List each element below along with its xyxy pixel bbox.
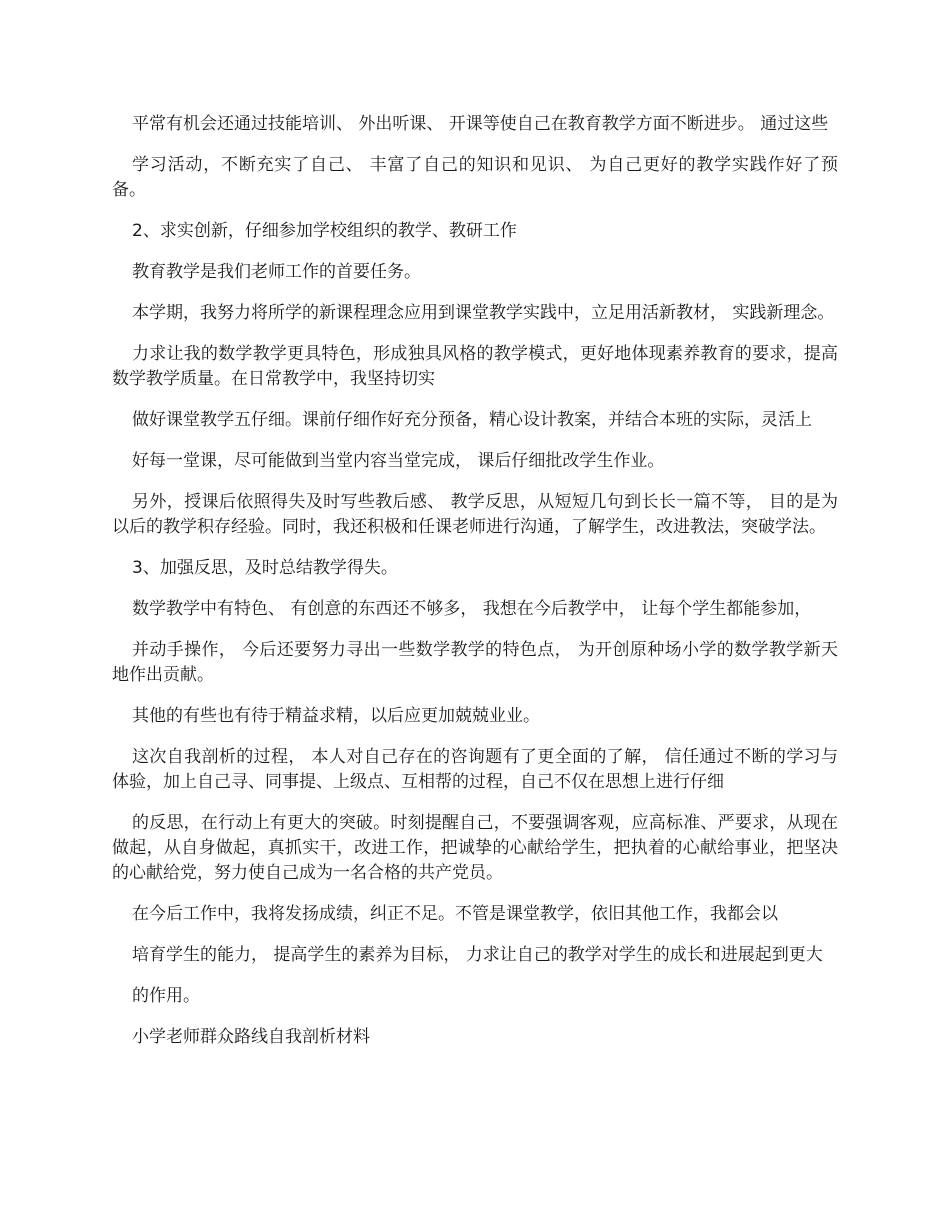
paragraph: 的反思，在行动上有更大的突破。时刻提醒自己，不要强调客观，应高标准、严要求，从现在做起，从自身做起，真抓实干，改进工作，把诚挚的心献给学生，把执着的心献给事业，把坚决的心献给党，努力使自己成为一名合格的共产党员。 — [112, 813, 838, 883]
paragraph: 其他的有些也有待于精益求精，以后应更加兢兢业业。 — [132, 706, 540, 726]
paragraph: 本学期，我努力将所学的新课程理念应用到课堂教学实践中，立足用活新教材， 实践新理念。 — [132, 303, 835, 323]
paragraph: 好每一堂课，尽可能做到当堂内容当堂完成， 课后仔细批改学生作业。 — [132, 451, 665, 471]
paragraph: 力求让我的数学教学更具特色，形成独具风格的教学模式，更好地体现素养教育的要求，提高数学教学质量。在日常教学中，我坚持切实 — [112, 344, 838, 389]
paragraph: 培育学生的能力， 提高学生的素养为目标， 力求让自己的教学对学生的成长和进展起到更大 — [132, 945, 823, 965]
section-heading: 3、加强反思，及时总结教学得失。 — [132, 558, 398, 578]
paragraph: 数学教学中有特色、 有创意的东西还不够多， 我想在今后教学中， 让每个学生都能参加， — [132, 599, 812, 619]
paragraph: 教育教学是我们老师工作的首要任务。 — [132, 262, 421, 282]
paragraph: 这次自我剖析的过程， 本人对自己存在的咨询题有了更全面的了解， 信任通过不断的学习与体验，加上自己寻、同事提、上级点、互相帮的过程，自己不仅在思想上进行仔细 — [112, 747, 838, 792]
paragraph: 学习活动，不断充实了自己、 丰富了自己的知识和见识、 为自己更好的教学实践作好了预备。 — [112, 155, 838, 200]
paragraph: 做好课堂教学五仔细。课前仔细作好充分预备，精心设计教案，并结合本班的实际，灵活上 — [132, 410, 812, 430]
paragraph: 并动手操作， 今后还要努力寻出一些数学教学的特色点， 为开创原种场小学的数学教学新天地作出贡献。 — [112, 640, 838, 685]
document-title-line: 小学老师群众路线自我剖析材料 — [132, 1027, 370, 1047]
paragraph: 平常有机会还通过技能培训、 外出听课、 开课等使自己在教育教学方面不断进步。 通过这些 — [132, 114, 829, 134]
paragraph: 另外，授课后依照得失及时写些教后感、 教学反思，从短短几句到长长一篇不等， 目的是为以后的教学积存经验。同时，我还积极和任课老师进行沟通，了解学生，改进教法，突破学法。 — [112, 492, 838, 537]
paragraph: 在今后工作中，我将发扬成绩，纠正不足。不管是课堂教学，依旧其他工作，我都会以 — [132, 904, 778, 924]
paragraph: 的作用。 — [132, 986, 200, 1006]
section-heading: 2、求实创新，仔细参加学校组织的教学、教研工作 — [132, 221, 517, 241]
